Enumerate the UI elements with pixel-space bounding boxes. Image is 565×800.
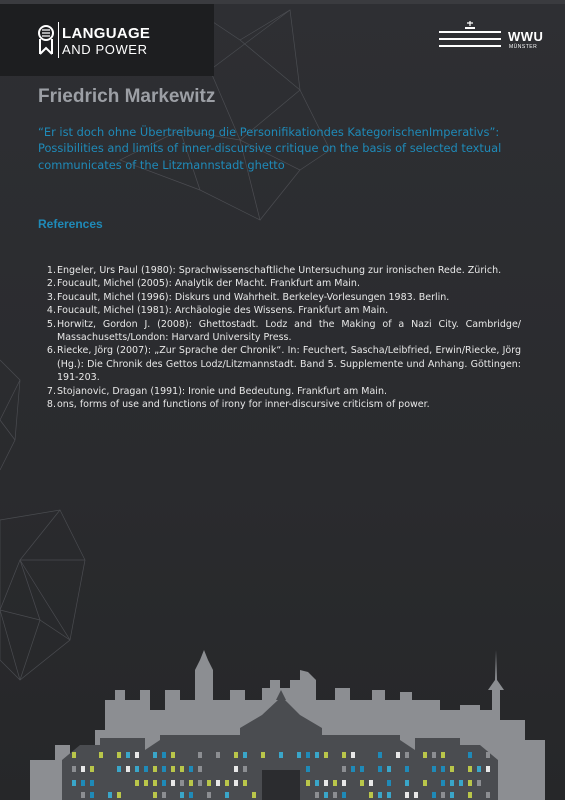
window bbox=[378, 752, 382, 758]
window bbox=[387, 766, 391, 772]
window bbox=[72, 752, 76, 758]
wwu-muenster-logo bbox=[437, 20, 547, 52]
window bbox=[441, 780, 445, 786]
window bbox=[117, 766, 121, 772]
window bbox=[225, 792, 229, 798]
window bbox=[378, 766, 382, 772]
reference-item bbox=[40, 277, 521, 290]
window bbox=[450, 792, 454, 798]
reference-text: ons, forms of use and functions of irony for inner-discursive criticism of power. bbox=[57, 399, 430, 411]
window bbox=[306, 780, 310, 786]
window bbox=[477, 766, 481, 772]
window bbox=[423, 780, 427, 786]
reference-text: Foucault, Michel (1981): Archäologie des Wissens. Frankfurt am Main. bbox=[57, 305, 389, 317]
window bbox=[342, 780, 346, 786]
reference-item bbox=[40, 264, 521, 277]
reference-text: Horwitz, Gordon J. (2008): Ghettostadt. Lodz and the Making of a Nazi City. Cambridge/ Massachusetts/London: Harvard University Press. bbox=[57, 318, 521, 344]
window bbox=[108, 792, 112, 798]
window bbox=[342, 752, 346, 758]
window bbox=[162, 792, 166, 798]
window bbox=[279, 752, 283, 758]
window bbox=[117, 792, 121, 798]
window bbox=[144, 780, 148, 786]
author-name: Friedrich Markewitz bbox=[38, 86, 216, 107]
city-skyline-illustration bbox=[0, 640, 565, 800]
window bbox=[342, 766, 346, 772]
window bbox=[405, 766, 409, 772]
window bbox=[405, 780, 409, 786]
window bbox=[207, 792, 211, 798]
window bbox=[450, 780, 454, 786]
window bbox=[432, 766, 436, 772]
window bbox=[261, 752, 265, 758]
reference-number: 4. bbox=[46, 305, 56, 317]
window bbox=[432, 752, 436, 758]
window bbox=[324, 780, 328, 786]
window bbox=[234, 752, 238, 758]
speech-head-icon bbox=[36, 24, 56, 56]
window bbox=[306, 752, 310, 758]
reference-number: 5. bbox=[46, 318, 56, 330]
logo-line-2: AND POWER bbox=[62, 42, 148, 57]
window bbox=[216, 752, 220, 758]
window bbox=[360, 766, 364, 772]
window bbox=[369, 780, 373, 786]
window bbox=[324, 792, 328, 798]
reference-number: 3. bbox=[46, 291, 56, 303]
window bbox=[90, 766, 94, 772]
window bbox=[396, 752, 400, 758]
reference-text: Riecke, Jörg (2007): „Zur Sprache der Chronik“. In: Feuchert, Sascha/Leibfried, Erwin/Riecke, Jörg (Hg.): Die Chronik des Gettos Lodz/Litzmannstadt. Band 5. Supplemente und Anhang. Göttingen: 191-203. bbox=[57, 345, 521, 384]
window bbox=[207, 780, 211, 786]
window bbox=[234, 780, 238, 786]
window bbox=[135, 780, 139, 786]
window bbox=[297, 752, 301, 758]
talk-title: “Er ist doch ohne Übertreibung die Personifikationdes KategorischenImperativs”: Possibilities and limits of inner-discursive critique on the basis of selected textual communicates of the Litzmannstadt ghetto bbox=[38, 125, 502, 172]
window bbox=[306, 766, 310, 772]
window bbox=[486, 792, 490, 798]
reference-number: 2. bbox=[46, 278, 56, 290]
window bbox=[99, 752, 103, 758]
window bbox=[387, 780, 391, 786]
window bbox=[198, 752, 202, 758]
window bbox=[144, 766, 148, 772]
window bbox=[90, 792, 94, 798]
window bbox=[72, 780, 76, 786]
window bbox=[81, 766, 85, 772]
window bbox=[162, 780, 166, 786]
window bbox=[189, 792, 193, 798]
reference-item bbox=[40, 398, 521, 411]
window bbox=[171, 766, 175, 772]
window bbox=[315, 752, 319, 758]
window bbox=[315, 780, 319, 786]
window bbox=[135, 752, 139, 758]
window bbox=[162, 766, 166, 772]
window bbox=[342, 792, 346, 798]
window bbox=[423, 752, 427, 758]
window bbox=[468, 780, 472, 786]
window bbox=[477, 780, 481, 786]
reference-text: Foucault, Michel (2005): Analytik der Macht. Frankfurt am Main. bbox=[57, 278, 360, 290]
references-heading: References bbox=[38, 217, 103, 231]
window bbox=[180, 780, 184, 786]
window bbox=[243, 780, 247, 786]
window bbox=[135, 766, 139, 772]
window bbox=[198, 780, 202, 786]
window bbox=[126, 766, 130, 772]
window bbox=[189, 780, 193, 786]
logo-line-1: LANGUAGE bbox=[62, 25, 151, 42]
window bbox=[189, 766, 193, 772]
wwu-text: WWU bbox=[508, 29, 544, 44]
window bbox=[225, 780, 229, 786]
window bbox=[378, 792, 382, 798]
window bbox=[450, 766, 454, 772]
window bbox=[243, 766, 247, 772]
window bbox=[468, 792, 472, 798]
reference-item bbox=[40, 318, 521, 345]
muenster-text: MÜNSTER bbox=[509, 44, 538, 50]
window bbox=[153, 766, 157, 772]
window bbox=[153, 780, 157, 786]
window bbox=[405, 752, 409, 758]
university-building-icon bbox=[437, 20, 503, 52]
window bbox=[171, 752, 175, 758]
window bbox=[441, 766, 445, 772]
logo-text bbox=[62, 26, 150, 58]
window bbox=[252, 792, 256, 798]
window bbox=[171, 780, 175, 786]
reference-number: 6. bbox=[46, 345, 56, 357]
window bbox=[243, 752, 247, 758]
window bbox=[441, 792, 445, 798]
reference-item bbox=[40, 344, 521, 384]
window bbox=[198, 766, 202, 772]
window bbox=[162, 752, 166, 758]
logo-divider bbox=[58, 22, 59, 58]
window bbox=[369, 792, 373, 798]
reference-number: 7. bbox=[46, 385, 56, 397]
window bbox=[90, 780, 94, 786]
window bbox=[180, 792, 184, 798]
window bbox=[234, 766, 238, 772]
window bbox=[432, 792, 436, 798]
window bbox=[351, 752, 355, 758]
window bbox=[459, 780, 463, 786]
window bbox=[405, 792, 409, 798]
window bbox=[81, 780, 85, 786]
window bbox=[468, 766, 472, 772]
window bbox=[333, 792, 337, 798]
references-list bbox=[40, 264, 521, 411]
window bbox=[117, 752, 121, 758]
window bbox=[441, 752, 445, 758]
reference-text: Engeler, Urs Paul (1980): Sprachwissenschaftliche Untersuchung zur ironischen Rede. Zürich. bbox=[57, 265, 502, 276]
reference-number: 1. bbox=[46, 265, 56, 276]
reference-item bbox=[40, 385, 521, 398]
window bbox=[180, 766, 184, 772]
window bbox=[486, 752, 490, 758]
window bbox=[333, 780, 337, 786]
window bbox=[387, 792, 391, 798]
window bbox=[315, 792, 319, 798]
window bbox=[216, 780, 220, 786]
window bbox=[324, 752, 328, 758]
language-and-power-logo bbox=[0, 4, 214, 76]
reference-text: Foucault, Michel (1996): Diskurs und Wahrheit. Berkeley-Vorlesungen 1983. Berlin. bbox=[57, 291, 450, 303]
window bbox=[153, 792, 157, 798]
reference-item bbox=[40, 304, 521, 317]
window bbox=[351, 766, 355, 772]
window bbox=[126, 752, 130, 758]
window bbox=[72, 766, 76, 772]
window bbox=[486, 766, 490, 772]
window bbox=[81, 792, 85, 798]
reference-number: 8. bbox=[46, 399, 56, 411]
window bbox=[153, 752, 157, 758]
reference-text: Stojanovic, Dragan (1991): Ironie und Bedeutung. Frankfurt am Main. bbox=[57, 385, 387, 397]
window bbox=[360, 780, 364, 786]
window bbox=[468, 752, 472, 758]
reference-item bbox=[40, 291, 521, 304]
window bbox=[414, 792, 418, 798]
